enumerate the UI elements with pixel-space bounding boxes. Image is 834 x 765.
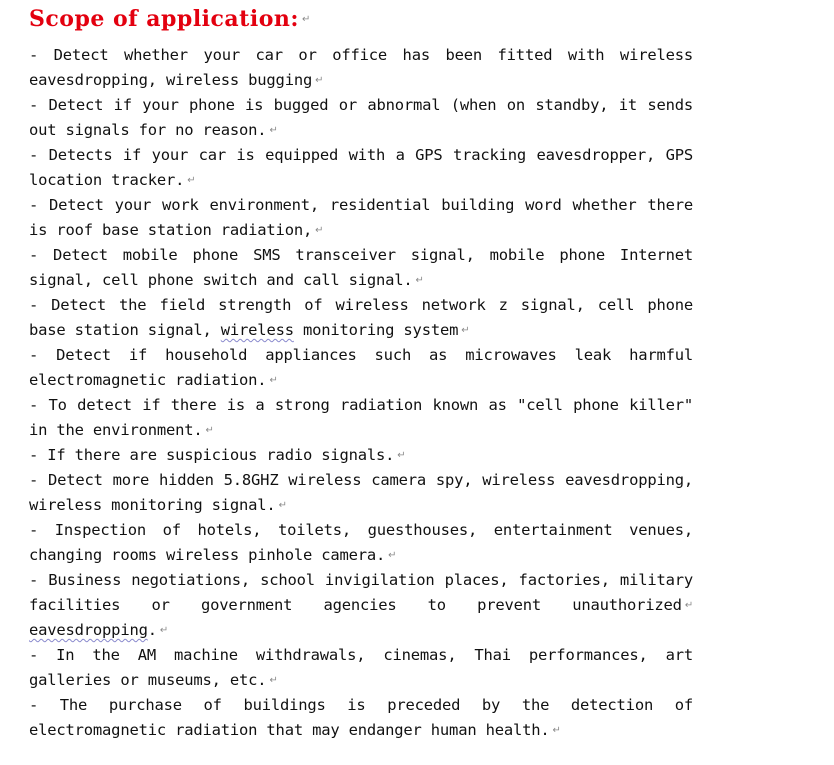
- paragraph-mark-icon: ↵: [269, 125, 278, 136]
- spellcheck-flagged-word: wireless: [220, 321, 294, 339]
- list-item: [29, 243, 693, 293]
- item-text: - Detects if your car is equipped with a GPS tracking eavesdropper, GPS location tracker.: [29, 146, 693, 189]
- list-item: [29, 193, 693, 243]
- list-item: [29, 293, 693, 343]
- list-item: [29, 343, 693, 393]
- scope-list: [29, 43, 693, 743]
- item-text: - Detect more hidden 5.8GHZ wireless camera spy, wireless eavesdropping, wireless monitoring signal.: [29, 471, 693, 514]
- item-text: - Detect whether your car or office has been fitted with wireless eavesdropping, wireless bugging: [29, 46, 693, 89]
- paragraph-mark-icon: ↵: [552, 725, 561, 736]
- paragraph-mark-icon: ↵: [278, 500, 287, 511]
- item-text: - The purchase of buildings is preceded by the detection of electromagnetic radiation that may endanger human health.: [29, 696, 693, 739]
- paragraph-mark-icon: ↵: [187, 175, 196, 186]
- paragraph-mark-icon: ↵: [269, 675, 278, 686]
- item-text: monitoring system: [293, 321, 459, 339]
- paragraph-mark-icon: ↵: [302, 14, 311, 25]
- list-item: [29, 443, 693, 468]
- heading-text: Scope of application:: [29, 6, 299, 32]
- item-text: - Business negotiations, school invigilation places, factories, military facilities or government agencies to prevent unauthorized: [29, 571, 693, 614]
- item-text: - Detect the field strength of wireless network z signal, cell phone base station signal,: [29, 296, 693, 339]
- spellcheck-flagged-word: eavesdropping: [29, 621, 148, 639]
- paragraph-mark-icon: ↵: [397, 450, 406, 461]
- list-item: [29, 43, 693, 93]
- list-item: [29, 143, 693, 193]
- paragraph-mark-icon: ↵: [159, 625, 169, 636]
- section-heading: [29, 4, 693, 35]
- list-item: [29, 93, 693, 143]
- list-item: [29, 693, 693, 743]
- item-text: - Inspection of hotels, toilets, guesthouses, entertainment venues, changing rooms wireless pinhole camera.: [29, 521, 693, 564]
- paragraph-mark-icon: ↵: [205, 425, 214, 436]
- paragraph-mark-icon: ↵: [315, 225, 324, 236]
- item-text: .: [147, 621, 157, 639]
- list-item: [29, 468, 693, 518]
- paragraph-mark-icon: ↵: [388, 550, 397, 561]
- paragraph-mark-icon: ↵: [269, 375, 278, 386]
- item-text: - Detect if household appliances such as microwaves leak harmful electromagnetic radiation.: [29, 346, 693, 389]
- document-page: [29, 0, 693, 743]
- item-text: - Detect if your phone is bugged or abnormal (when on standby, it sends out signals for no reason.: [29, 96, 693, 139]
- paragraph-mark-icon: ↵: [684, 600, 693, 611]
- item-text: - If there are suspicious radio signals.: [29, 446, 395, 464]
- paragraph-mark-icon: ↵: [415, 275, 424, 286]
- paragraph-mark-icon: ↵: [461, 325, 470, 336]
- list-item: [29, 643, 693, 693]
- item-text: - In the AM machine withdrawals, cinemas, Thai performances, art galleries or museums, etc.: [29, 646, 693, 689]
- item-text: - Detect your work environment, residential building word whether there is roof base station radiation,: [29, 196, 693, 239]
- list-item: [29, 393, 693, 443]
- item-text: - Detect mobile phone SMS transceiver signal, mobile phone Internet signal, cell phone switch and call signal.: [29, 246, 693, 289]
- item-text: - To detect if there is a strong radiation known as "cell phone killer" in the environment.: [29, 396, 693, 439]
- list-item: [29, 568, 693, 643]
- list-item: [29, 518, 693, 568]
- paragraph-mark-icon: ↵: [315, 75, 324, 86]
